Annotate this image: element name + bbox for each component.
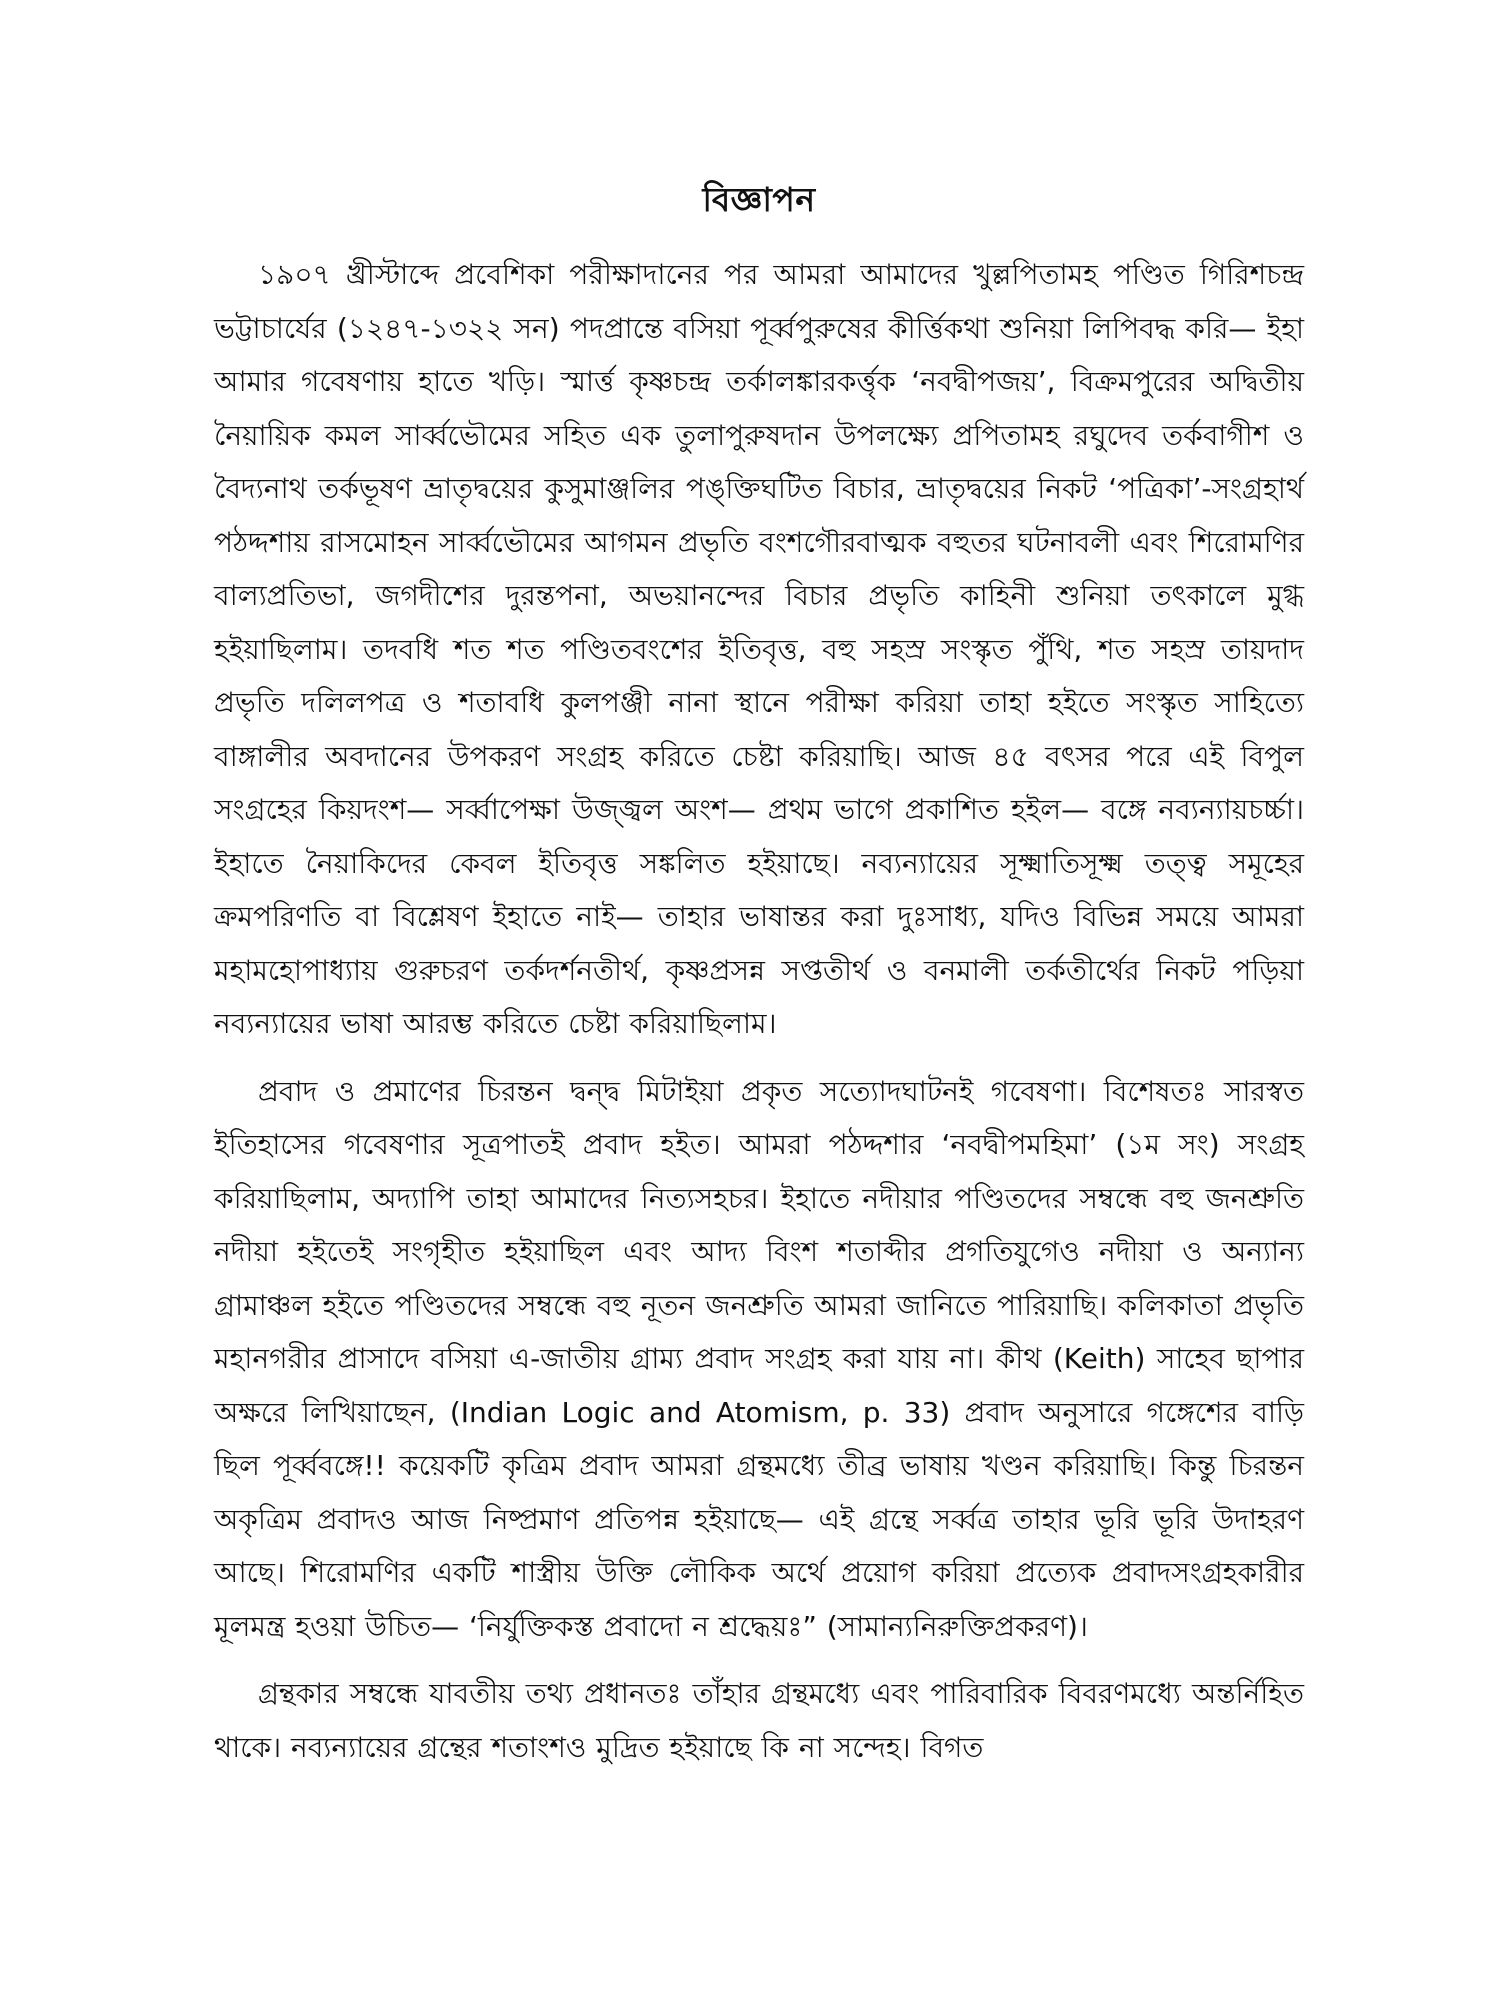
paragraph-3: গ্রন্থকার সম্বন্ধে যাবতীয় তথ্য প্রধানতঃ তাঁহার গ্রন্থমধ্যে এবং পারিবারিক বিবরণমধ্যে অন্তর্নিহিত থাকে। নব্যন্যায়ের গ্রন্থের শতাংশও মুদ্রিত হইয়াছে কি না সন্দেহ। বিগত [214, 1677, 1304, 1764]
document-page [214, 178, 1304, 1788]
paragraph-1: ১৯০৭ খ্রীস্টাব্দে প্রবেশিকা পরীক্ষাদানের পর আমরা আমাদের খুল্লপিতামহ পণ্ডিত গিরিশচন্দ্র ভট্টাচার্যের (১২৪৭-১৩২২ সন) পদপ্রান্তে বসিয়া পূর্ব্বপুরুষের কীর্ত্তিকথা শুনিয়া লিপিবদ্ধ করি— ইহা আমার গবেষণায় হাতে খড়ি। স্মার্ত্ত কৃষ্ণচন্দ্র তর্কালঙ্কারকর্ত্তৃক ‘নবদ্বীপজয়’, বিক্রমপুরের অদ্বিতীয় নৈয়ায়িক কমল সার্ব্বভৌমের সহিত এক তুলাপুরুষদান উপলক্ষ্যে প্রপিতামহ রঘুদেব তর্কবাগীশ ও বৈদ্যনাথ তর্কভূষণ ভ্রাতৃদ্বয়ের কুসুমাঞ্জলির পঙ্‌ক্তিঘটিত বিচার, ভ্রাতৃদ্বয়ের নিকট ‘পত্রিকা’-সংগ্রহার্থ পঠদ্দশায় রাসমোহন সার্ব্বভৌমের আগমন প্রভৃতি বংশগৌরবাত্মক বহুতর ঘটনাবলী এবং শিরোমণির বাল্যপ্রতিভা, জগদীশের দুরন্তপনা, অভয়ানন্দের বিচার প্রভৃতি কাহিনী শুনিয়া তৎকালে মুগ্ধ হইয়াছিলাম। তদবধি শত শত পণ্ডিতবংশের ইতিবৃত্ত, বহু সহস্র সংস্কৃত পুঁথি, শত সহস্র তায়দাদ প্রভৃতি দলিলপত্র ও শতাবধি কুলপঞ্জী নানা স্থানে পরীক্ষা করিয়া তাহা হইতে সংস্কৃত সাহিত্যে বাঙ্গালীর অবদানের উপকরণ সংগ্রহ করিতে চেষ্টা করিয়াছি। আজ ৪৫ বৎসর পরে এই বিপুল সংগ্রহের কিয়দংশ— সর্ব্বাপেক্ষা উজ্জ্বল অংশ— প্রথম ভাগে প্রকাশিত হইল— বঙ্গে নব্যন্যায়চর্চ্চা। ইহাতে নৈয়াকিদের কেবল ইতিবৃত্ত সঙ্কলিত হইয়াছে। নব্যন্যায়ের সূক্ষ্মাতিসূক্ষ্ম তত্ত্ব সমূহের ক্রমপরিণতি বা বিশ্লেষণ ইহাতে নাই— তাহার ভাষান্তর করা দুঃসাধ্য, যদিও বিভিন্ন সময়ে আমরা মহামহোপাধ্যায় গুরুচরণ তর্কদর্শনতীর্থ, কৃষ্ণপ্রসন্ন সপ্ততীর্থ ও বনমালী তর্কতীর্থের নিকট পড়িয়া নব্যন্যায়ের ভাষা আরম্ভ করিতে চেষ্টা করিয়াছিলাম। [214, 258, 1304, 1040]
paragraph-2: প্রবাদ ও প্রমাণের চিরন্তন দ্বন্দ্ব মিটাইয়া প্রকৃত সত্যোদঘাটনই গবেষণা। বিশেষতঃ সারস্বত ইতিহাসের গবেষণার সূত্রপাতই প্রবাদ হইত। আমরা পঠদ্দশার ‘নবদ্বীপমহিমা’ (১ম সং) সংগ্রহ করিয়াছিলাম, অদ্যাপি তাহা আমাদের নিত্যসহচর। ইহাতে নদীয়ার পণ্ডিতদের সম্বন্ধে বহু জনশ্রুতি নদীয়া হইতেই সংগৃহীত হইয়াছিল এবং আদ্য বিংশ শতাব্দীর প্রগতিযুগেও নদীয়া ও অন্যান্য গ্রামাঞ্চল হইতে পণ্ডিতদের সম্বন্ধে বহু নূতন জনশ্রুতি আমরা জানিতে পারিয়াছি। কলিকাতা প্রভৃতি মহানগরীর প্রাসাদে বসিয়া এ-জাতীয় গ্রাম্য প্রবাদ সংগ্রহ করা যায় না। কীথ (Keith) সাহেব ছাপার অক্ষরে লিখিয়াছেন, (Indian Logic and Atomism, p. 33) প্রবাদ অনুসারে গঙ্গেশের বাড়ি ছিল পূর্ব্ববঙ্গে!! কয়েকটি কৃত্রিম প্রবাদ আমরা গ্রন্থমধ্যে তীব্র ভাষায় খণ্ডন করিয়াছি। কিন্তু চিরন্তন অকৃত্রিম প্রবাদও আজ নিষ্প্রমাণ প্রতিপন্ন হইয়াছে— এই গ্রন্থে সর্ব্বত্র তাহার ভূরি ভূরি উদাহরণ আছে। শিরোমণির একটি শাস্ত্রীয় উক্তি লৌকিক অর্থে প্রয়োগ করিয়া প্রত্যেক প্রবাদসংগ্রহকারীর মূলমন্ত্র হওয়া উচিত— ‘নির্যুক্তিকস্ত প্রবাদো ন শ্রদ্ধেয়ঃ” (সামান্যনিরুক্তিপ্রকরণ)। [214, 1074, 1304, 1643]
page-title: বিজ্ঞাপন [702, 180, 816, 219]
